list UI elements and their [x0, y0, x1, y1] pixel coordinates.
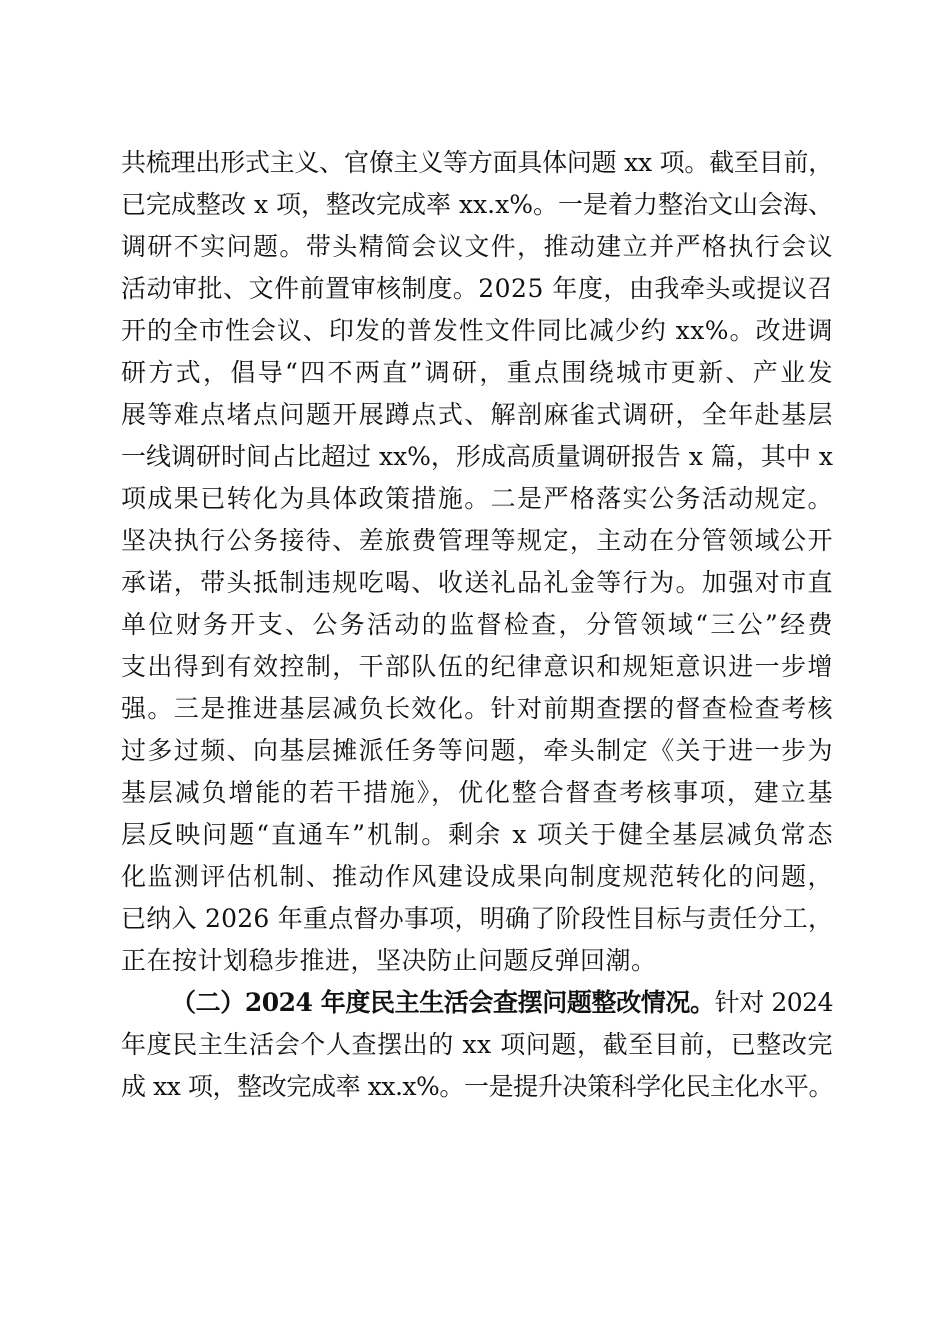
text-line	[121, 982, 833, 1024]
paragraph-rectification-formalism	[121, 142, 833, 982]
text-line: 已纳入 2026 年重点督办事项，明确了阶段性目标与责任分工，	[121, 904, 834, 933]
text-line: 年度民主生活会个人查摆出的 xx 项问题，截至目前，已整改完	[121, 1030, 833, 1059]
text-line: 研方式，倡导“四不两直”调研，重点围绕城市更新、产业发	[121, 358, 833, 387]
text-line: 过多过频、向基层摊派任务等问题，牵头制定《关于进一步为	[121, 736, 833, 765]
text-line: 已完成整改 x 项，整改完成率 xx.x%。一是着力整治文山会海、	[121, 190, 833, 219]
text-line: 层反映问题“直通车”机制。剩余 x 项关于健全基层减负常态	[121, 820, 833, 849]
text-line: 展等难点堵点问题开展蹲点式、解剖麻雀式调研，全年赴基层	[121, 400, 833, 429]
text-line: 项成果已转化为具体政策措施。二是严格落实公务活动规定。	[121, 484, 833, 513]
text-line: 开的全市性会议、印发的普发性文件同比减少约 xx%。改进调	[121, 316, 833, 345]
text-line: 化监测评估机制、推动作风建设成果向制度规范转化的问题，	[121, 862, 833, 891]
paragraph-2024-democratic-life-meeting	[121, 982, 833, 1108]
section-heading: （二）2024 年度民主生活会查摆问题整改情况。	[171, 988, 715, 1017]
text-line: 基层减负增能的若干措施》，优化整合督查考核事项，建立基	[121, 778, 833, 807]
text-line: 强。三是推进基层减负长效化。针对前期查摆的督查检查考核	[121, 694, 833, 723]
text-line: 支出得到有效控制，干部队伍的纪律意识和规矩意识进一步增	[121, 652, 833, 681]
text-line: 活动审批、文件前置审核制度。2025 年度，由我牵头或提议召	[121, 274, 833, 303]
text-line: 一线调研时间占比超过 xx%，形成高质量调研报告 x 篇，其中 x	[121, 442, 833, 471]
text-line: 坚决执行公务接待、差旅费管理等规定，主动在分管领域公开	[121, 526, 833, 555]
text-line: 单位财务开支、公务活动的监督检查，分管领域“三公”经费	[121, 610, 833, 639]
text-line: 成 xx 项，整改完成率 xx.x%。一是提升决策科学化民主化水平。	[121, 1072, 833, 1101]
text-line: 共梳理出形式主义、官僚主义等方面具体问题 xx 项。截至目前，	[121, 148, 833, 177]
document-body	[121, 142, 833, 1108]
text-line: 承诺，带头抵制违规吃喝、收送礼品礼金等行为。加强对市直	[121, 568, 833, 597]
text-run: 针对 2024	[714, 988, 833, 1017]
text-line: 调研不实问题。带头精简会议文件，推动建立并严格执行会议	[121, 232, 833, 261]
text-line: 正在按计划稳步推进，坚决防止问题反弹回潮。	[121, 946, 657, 975]
